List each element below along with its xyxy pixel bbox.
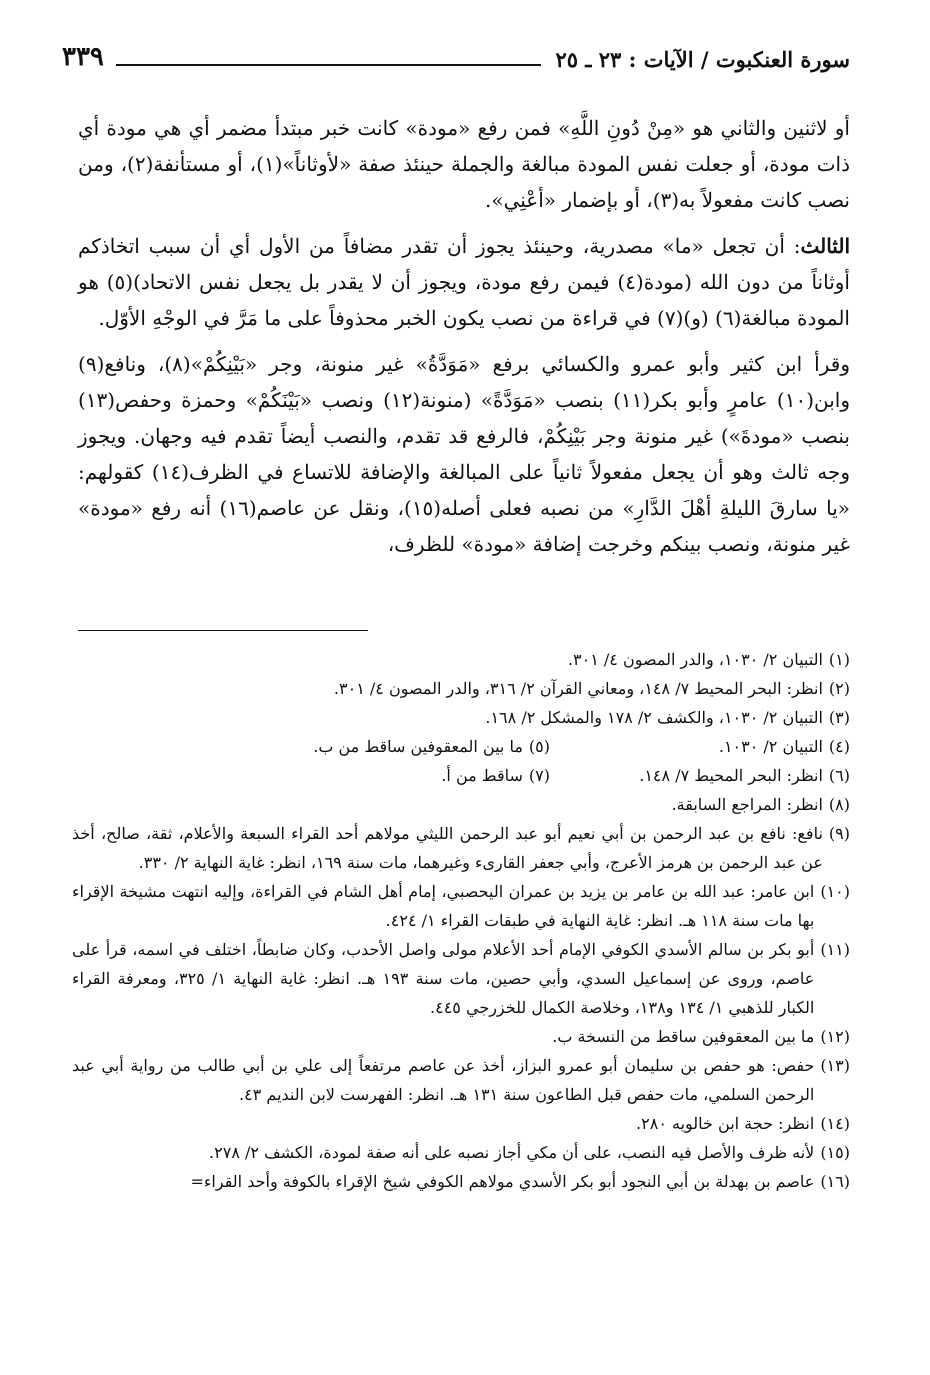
footnote-number: (١٥) xyxy=(820,1143,850,1162)
footnote-1 xyxy=(72,645,850,674)
footnote-number: (٦) xyxy=(828,766,850,785)
footnote-text: ما بين المعقوفين ساقط من ب. xyxy=(313,737,523,756)
footnote-text: انظر: البحر المحيط ٧/ ١٤٨. xyxy=(639,766,823,785)
footnote-3 xyxy=(72,703,850,732)
footnote-13 xyxy=(72,1051,850,1109)
footnote-row-6-7 xyxy=(72,761,850,790)
footnote-text: التبيان ٢/ ١٠٣٠، والكشف ٢/ ١٧٨ والمشكل ٢/ ١٦٨. xyxy=(485,708,823,727)
footnote-number: (٨) xyxy=(828,795,850,814)
footnote-text: التبيان ٢/ ١٠٣٠، والدر المصون ٤/ ٣٠١. xyxy=(567,650,823,669)
footnote-text: انظر: حجة ابن خالويه ٢٨٠. xyxy=(636,1114,815,1133)
footnote-number: (١) xyxy=(828,650,850,669)
footnote-10 xyxy=(72,877,850,935)
header-rule xyxy=(116,64,542,66)
footnote-text: ساقط من أ. xyxy=(441,766,523,785)
footnote-14 xyxy=(72,1109,850,1138)
footnote-number: (٢) xyxy=(828,679,850,698)
footnote-16 xyxy=(72,1167,850,1196)
footnote-text: عاصم بن بهدلة بن أبي النجود أبو بكر الأسدي مولاهم الكوفي شيخ الإقراء بالكوفة وأحد القراء= xyxy=(190,1172,815,1191)
footnote-4 xyxy=(550,732,850,761)
footnote-number: (٩) xyxy=(828,824,850,843)
footnote-9 xyxy=(72,819,850,877)
footnote-12 xyxy=(72,1022,850,1051)
footnote-5 xyxy=(313,732,550,761)
footnote-number: (١٠) xyxy=(820,882,850,901)
footnote-text: التبيان ٢/ ١٠٣٠. xyxy=(718,737,823,756)
footnote-separator xyxy=(78,630,368,631)
footnote-11 xyxy=(72,935,850,1022)
footnote-number: (١١) xyxy=(820,940,850,959)
footnote-text: انظر: المراجع السابقة. xyxy=(671,795,823,814)
footnote-text: ابن عامر: عبد الله بن عامر بن يزيد بن عمران اليحصبي، إمام أهل الشام في القراءة، وإليه انتهت مشيخة الإقراء بها مات سنة ١١٨ هـ. انظر: غاية النهاية في طبقات القراء ١/ ٤٢٤. xyxy=(72,882,815,930)
paragraph-2-lead: الثالث xyxy=(800,234,850,258)
footnote-number: (٥) xyxy=(528,737,550,756)
footnote-7 xyxy=(441,761,550,790)
footnote-number: (١٦) xyxy=(820,1172,850,1191)
main-text xyxy=(78,110,850,572)
footnote-text: أبو بكر بن سالم الأسدي الكوفي الإمام أحد الأعلام مولى واصل الأحدب، وكان ضابطاً، اختلف في اسمه، قرأ على عاصم، وروى عن إسماعيل السدي، وأبي حصين، مات سنة ١٩٣ هـ. انظر: غاية النهاية ١/ ٣٢٥، ومعرفة القراء الكبار للذهبي ١/ ١٣٤ و١٣٨، وخلاصة الكمال للخزرجي ٤٤٥. xyxy=(72,940,815,1017)
footnote-number: (١٢) xyxy=(820,1027,850,1046)
footnote-text: انظر: البحر المحيط ٧/ ١٤٨، ومعاني القرآن ٢/ ٣١٦، والدر المصون ٤/ ٣٠١. xyxy=(333,679,823,698)
footnote-number: (٧) xyxy=(528,766,550,785)
page-number: ٣٣٩ xyxy=(62,42,104,72)
footnote-number: (١٣) xyxy=(820,1056,850,1075)
footnote-6 xyxy=(550,761,850,790)
paragraph-1: أو لاثنين والثاني هو «مِنْ دُونِ اللَّهِ» فمن رفع «مودة» كانت خبر مبتدأ مضمر أي هي مودة أي ذات مودة، أو جعلت نفس المودة مبالغة والجملة حينئذ صفة «لأوثاناً»(١)، أو مستأنفة(٢)، ومن نصب كانت مفعولاً به(٣)، أو بإضمار «أعْنِي». xyxy=(78,116,850,212)
footnote-text: نافع: نافع بن عبد الرحمن بن أبي نعيم أبو عبد الرحمن الليثي مولاهم أحد القراء السبعة والأعلام، ثقة، صالح، أخذ عن عبد الرحمن بن هرمز الأعرج، وأبي جعفر القارىء وغيرهما، مات سنة ١٦٩، انظر: غاية النهاية ٢/ ٣٣٠. xyxy=(72,824,823,872)
footnote-row-4-5 xyxy=(72,732,850,761)
paragraph-2-text: : أن تجعل «ما» مصدرية، وحينئذ يجوز أن تقدر مضافاً من الأول أي أن سبب اتخاذكم أوثاناً من دون الله (مودة(٤) فيمن رفع مودة، ويجوز أن لا يقدر بل يجعل نفس الاتحاد)(٥) هو المودة مبالغة(٦) (و)(٧) في قراءة من نصب يكون الخبر محذوفاً على ما مَرَّ في الوجْهِ الأوّل. xyxy=(78,234,850,330)
paragraph-2 xyxy=(78,228,850,336)
footnote-text: لأنه ظرف والأصل فيه النصب، على أن مكي أجاز نصبه على أنه صفة لمودة، الكشف ٢/ ٢٧٨. xyxy=(209,1143,815,1162)
footnote-number: (١٤) xyxy=(820,1114,850,1133)
footnote-15 xyxy=(72,1138,850,1167)
footnote-2 xyxy=(72,674,850,703)
footnote-number: (٤) xyxy=(828,737,850,756)
footnote-text: ما بين المعقوفين ساقط من النسخة ب. xyxy=(552,1027,815,1046)
page-header xyxy=(62,38,850,72)
running-title: سورة العنكبوت / الآيات : ٢٣ ـ ٢٥ xyxy=(555,47,850,72)
footnotes xyxy=(72,645,850,1196)
footnote-number: (٣) xyxy=(828,708,850,727)
footnote-text: حفص: هو حفص بن سليمان أبو عمرو البزاز، أخذ عن عاصم مرتفعاً إلى علي بن أبي طالب من رواية أبي عبد الرحمن السلمي، مات حفص قبل الطاعون سنة ١٣١ هـ. انظر: الفهرست لابن النديم ٤٣. xyxy=(72,1056,815,1104)
paragraph-3: وقرأ ابن كثير وأبو عمرو والكسائي برفع «مَوَدَّةُ» غير منونة، وجر «بَيْنِكُمْ»(٨)، ونافع(٩) وابن(١٠) عامرٍ وأبو بكر(١١) بنصب «مَوَدَّةً» (منونة(١٢) ونصب «بَيْنَكُمْ» وحمزة وحفص(١٣) بنصب «مودةَ») غير منونة وجر بَيْنِكُمْ، فالرفع قد تقدم، والنصب أيضاً تقدم فيه وجهان. ويجوز وجه ثالث وهو أن يجعل مفعولاً ثانياً على المبالغة والإضافة للاتساع في الظرف(١٤) كقولهم: «يا سارقَ الليلةِ أهْلَ الدَّارِ» من نصبه فعلى أصله(١٥)، ونقل عن عاصم(١٦) أنه رفع «مودة» غير منونة، ونصب بينكم وخرجت إضافة «مودة» للظرف، xyxy=(78,352,850,556)
footnote-8 xyxy=(72,790,850,819)
